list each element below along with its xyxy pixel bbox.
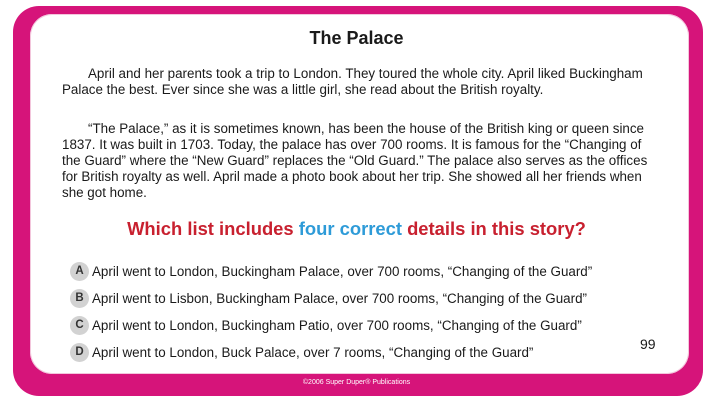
option-letter-badge: C	[70, 316, 89, 335]
option-text: April went to Lisbon, Buckingham Palace, over 700 rooms, “Changing of the Guard”	[92, 290, 587, 306]
answer-option-c[interactable]	[70, 315, 582, 335]
answer-option-b[interactable]	[70, 288, 587, 308]
option-letter-badge: D	[70, 343, 89, 362]
option-text: April went to London, Buckingham Palace, over 700 rooms, “Changing of the Guard”	[92, 263, 593, 279]
question-end: details in this story?	[401, 218, 586, 239]
option-text: April went to London, Buckingham Patio, over 700 rooms, “Changing of the Guard”	[92, 317, 582, 333]
story-title: The Palace	[309, 28, 404, 48]
option-letter-badge: A	[70, 262, 89, 281]
question-text	[0, 218, 713, 240]
question-highlight: four correct	[298, 218, 402, 239]
answer-option-d[interactable]	[70, 342, 533, 362]
option-letter-badge: B	[70, 289, 89, 308]
story-paragraph-1: April and her parents took a trip to London. They toured the whole city. April liked Buckingham Palace the best. Ever since she was a little girl, she read about the British royalty.	[62, 66, 643, 97]
card-number: 99	[640, 336, 656, 352]
option-text: April went to London, Buck Palace, over 7 rooms, “Changing of the Guard”	[92, 344, 534, 360]
copyright-notice: ©2006 Super Duper® Publications	[302, 379, 411, 386]
answer-option-a[interactable]	[70, 261, 592, 281]
question-start: Which list includes	[127, 218, 299, 239]
story-paragraph-2: “The Palace,” as it is sometimes known, has been the house of the British king or queen since 1837. It was built in 1703. Today, the palace has over 700 rooms. It is famous for the “Changing of the Guard” where the “New Guard” replaces the “Old Guard.” The palace also serves as the offices for British royalty as well. April made a photo book about her trip. She showed all her friends when she got home.	[62, 121, 648, 200]
